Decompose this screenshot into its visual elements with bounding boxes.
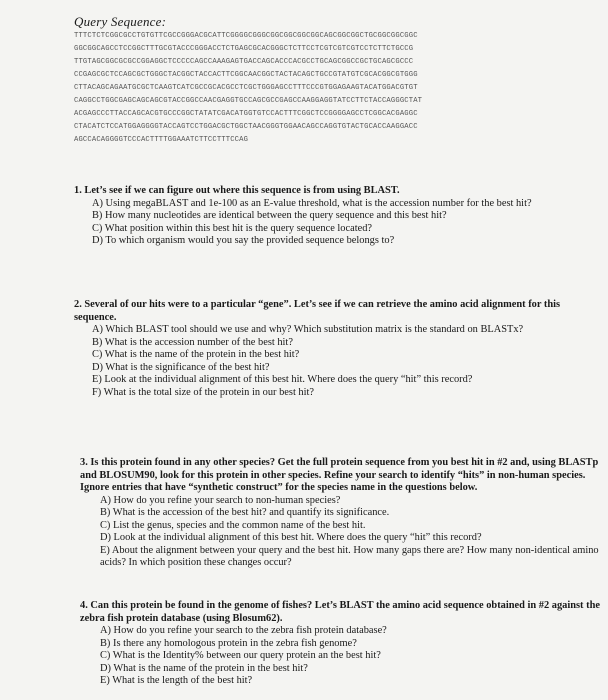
- sequence-line: ACGAGCCCTTACCAGCACGTGCCCGGCTATATCGACATGGTGTCCACTTTCGGCTCCGGGGAGCCTCGGCACGAGGC: [74, 110, 418, 118]
- question-2c: C) What is the name of the protein in the best hit?: [92, 349, 300, 360]
- sequence-line: AGCCACAGGGGTCCCACTTTTGGAAATCTTCCTTTCCAG: [74, 136, 249, 144]
- question-2e: E) Look at the individual alignment of this best hit. Where does the query “hit” this record?: [92, 374, 473, 385]
- question-3a: A) How do you refine your search to non-human species?: [100, 494, 341, 506]
- query-sequence-block: [74, 30, 604, 147]
- question-4: [80, 600, 600, 688]
- question-1d: D) To which organism would you say the provided sequence belongs to?: [92, 235, 395, 246]
- question-3d: D) Look at the individual alignment of this best hit. Where does the query “hit” this record?: [100, 532, 482, 543]
- question-3e: E) About the alignment between your query and the best hit. How many gaps there are? How many non-identical amino acids? In which position these changes occur?: [100, 544, 599, 568]
- question-4-heading: 4. Can this protein be found in the genome of fishes? Let’s BLAST the amino acid sequence obtained in #2 against the zebra fish protein database (using Blosum62).: [80, 600, 600, 624]
- question-3: [80, 457, 600, 570]
- question-2-heading: 2. Several of our hits were to a particular “gene”. Let’s see if we can retrieve the amino acid alignment for this sequence.: [74, 299, 561, 323]
- question-3c: C) List the genus, species and the common name of the best hit.: [100, 519, 366, 531]
- question-2f: F) What is the total size of the protein in our best hit?: [92, 386, 315, 398]
- query-sequence-title: Query Sequence:: [74, 14, 167, 29]
- question-1a: A) Using megaBLAST and 1e-100 as an E-value threshold, what is the accession number for the best hit?: [92, 197, 532, 209]
- question-1-heading: 1. Let’s see if we can figure out where this sequence is from using BLAST.: [74, 185, 400, 196]
- question-3b: B) What is the accession of the best hit? and quantify its significance.: [100, 507, 390, 518]
- sequence-line: TTTCTCTCGGCGCCTGTGTTCGCCGGGACGCATTCGGGGCGGGCGGCGGCGGCGGCAGCGGCGGCTGCGGCGGCGGC: [74, 32, 418, 40]
- question-4a: A) How do you refine your search to the zebra fish protein database?: [100, 625, 387, 636]
- sequence-line: GGCGGCAGCCTCCGGCTTTGCGTACCCGGGACCTCTGAGCGCACGGGCTCTTCCTCGTCGTCGTCCTCTTCTGCCG: [74, 45, 414, 53]
- question-3-heading: 3. Is this protein found in any other species? Get the full protein sequence from you best hit in #2 and, using BLASTp and BLOSUM90, look for this protein in other species. Refine your search to identify “hits” in non-human species. Ignore entries that have “synthetic construct” for the species name in the questions below.: [80, 457, 599, 493]
- question-2d: D) What is the significance of the best hit?: [92, 361, 270, 373]
- question-4b: B) Is there any homologous protein in the zebra fish genome?: [100, 637, 357, 649]
- question-1: [74, 185, 594, 248]
- question-2b: B) What is the accession number of the best hit?: [92, 336, 293, 348]
- question-4e: E) What is the length of the best hit?: [100, 675, 253, 686]
- sequence-line: CTACATCTCCATGGAGGGGTACCAGTCCTGGACGCTGGCTAACGGGTGGAACAGCCAGGTGTACTGCACCAAGGACC: [74, 123, 418, 131]
- sequence-line: CTTACAGCAGAATGCGCTCAAGTCATCGCCGCACGCCTCGCTGGGAGCCTTTCCCGTGGAGAAGTACATGGACGTGT: [74, 84, 418, 92]
- question-4c: C) What is the Identity% between our query protein an the best hit?: [100, 650, 381, 661]
- question-1c: C) What position within this best hit is the query sequence located?: [92, 222, 373, 234]
- sequence-line: TTGTAGCGGCGCGCCGGAGGCTCCCCCAGCCAAAGAGTGACCAGCACCCACGCCTGCAGCGGCCGCTGCAGCGCCC: [74, 58, 414, 66]
- sequence-line: CCGAGCGCTCCAGCGCTGGGCTACGGCTACCACTTCGGCAACGGCTACTACAGCTGCCGTATGTCGCACGGCGTGGG: [74, 71, 418, 79]
- question-1b: B) How many nucleotides are identical between the query sequence and this best hit?: [92, 210, 447, 221]
- question-2a: A) Which BLAST tool should we use and why? Which substitution matrix is the standard on BLASTx?: [92, 324, 524, 335]
- sequence-line: CAGGCCTGGCGAGCAGCAGCGTACCGGCCAACGAGGTGCCAGCGCCGAGCCAAGGAGGTATCCTTCTACCAGGGCTAT: [74, 97, 423, 105]
- question-2: [74, 299, 594, 399]
- question-4d: D) What is the name of the protein in the best hit?: [100, 662, 308, 674]
